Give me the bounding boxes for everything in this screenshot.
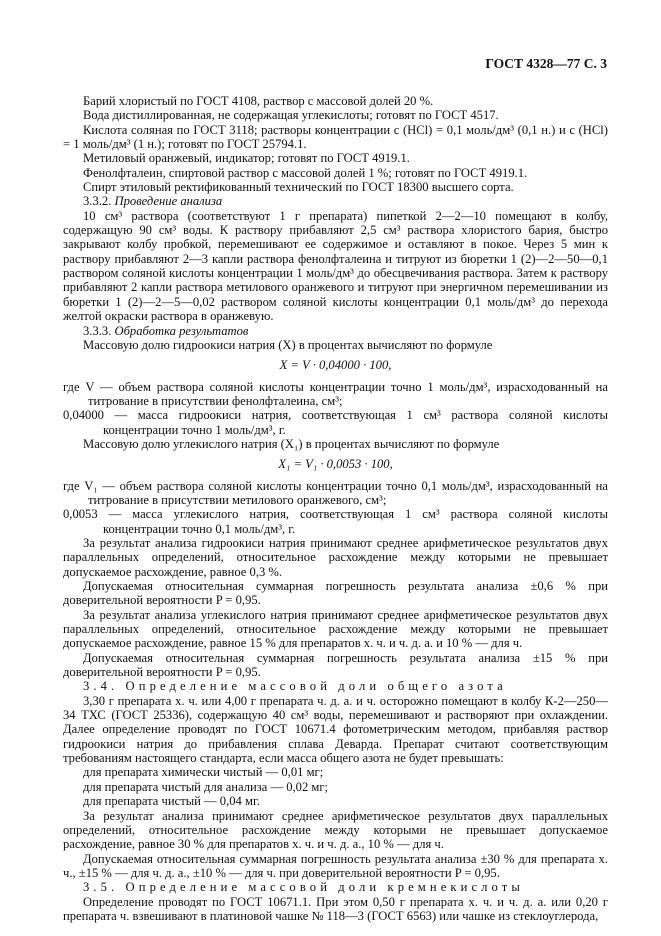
paragraph: 3,30 г препарата х. ч. или 4,00 г препарата ч. д. а. и ч. осторожно помещают в колбу К-2—250—34 ТХС (ГОСТ 25336), содержащую 40 см³ воды, перемешивают и растворяют при охлаждении. Далее определение проводят по ГОСТ 10671.4 фотометрическим методом, прибавляя раствор гидроокиси натрия до прибавления сплава Деварда. Препарат считают соответствующим требованиям настоящего стандарта, если масса общего азота не будет превышать:	[63, 693, 608, 766]
section-heading-3-5: 3.5. Определение массовой доли кремнекислоты	[83, 880, 524, 895]
paragraph: За результат анализа углекислого натрия принимают среднее арифметическое результатов двух параллельных определений, относительное расхождение между которыми не превышает допускаемое расхождение, равное 15 % для препаратов х. ч. и ч. д. а. и 10 % — для ч.	[63, 607, 608, 651]
paragraph: Массовую долю гидроокиси натрия (X) в процентах вычисляют по формуле	[83, 337, 493, 352]
paragraph: Барий хлористый по ГОСТ 4108, раствор с массовой долей 20 %.	[83, 94, 434, 108]
paragraph: Кислота соляная по ГОСТ 3118; растворы концентрации c (HCl) = 0,1 моль/дм³ (0,1 н.) и c (HCl) = 1 моль/дм³ (1 н.); готовят по ГОСТ 25794.1.	[63, 122, 608, 152]
paragraph: Допускаемая относительная суммарная погрешность результата анализа ±0,6 % при доверительной вероятности P = 0,95.	[63, 579, 608, 608]
paragraph: 10 см³ раствора (соответствуют 1 г препарата) пипеткой 2—2—10 помещают в колбу, содержащую 90 см³ воды. К раствору прибавляют 2,5 см³ раствора хлористого бария, быстро закрывают колбу пробкой, перемешивают ее содержимое и оставляют в покое. Через 5 мин к раствору прибавляют 2—3 капли раствора фенолфталеина и титруют из бюретки 1 (2)—2—50—0,1 раствором соляной кислоты концентрации 1 моль/дм³ до обесцвечивания раствора. Затем к раствору прибавляют 2 капли раствора метилового оранжевого и титруют при энергичном перемешивании из бюретки 1 (2)—2—5—0,02 раствором соляной кислоты концентрации 0,1 моль/дм³ до перехода желтой окраски раствора в оранжевую.	[63, 208, 608, 324]
definition: 0,04000 — масса гидроокиси натрия, соответствующая 1 см³ раствора соляной кислоты концентрации точно 1 моль/дм³, г.	[63, 408, 608, 437]
section-heading-3-3-2	[63, 194, 608, 208]
paragraph: Массовую долю углекислого натрия (X₁) в процентах вычисляют по формуле	[83, 436, 500, 451]
paragraph: Допускаемая относительная суммарная погрешность результата анализа ±30 % для препарата х. ч., ±15 % — для ч. д. а., ±10 % — для ч. при доверительной вероятности P = 0,95.	[63, 851, 608, 880]
paragraph: За результат анализа принимают среднее арифметическое результатов двух параллельных определений, относительное расхождение между которыми не превышает допускаемое расхождение, равное 30 % для препаратов х. ч. и ч. д. а., 10 % — для ч.	[63, 808, 608, 852]
paragraph: Метиловый оранжевый, индикатор; готовят по ГОСТ 4919.1.	[83, 151, 410, 166]
paragraph: Определение проводят по ГОСТ 10671.1. При этом 0,50 г препарата х. ч. и ч. д. а. или 0,20 г препарата ч. взвешивают в платиновой чашке № 118—3 (ГОСТ 6563) или чашке из стеклоуглерода,	[63, 894, 608, 923]
definition: 0,0053 — масса углекислого натрия, соответствующая 1 см³ раствора соляной кислоты концентрации точно 0,1 моль/дм³, г.	[63, 507, 608, 536]
page-header: ГОСТ 4328—77 С. 3	[485, 56, 607, 71]
definition: где V₁ — объем раствора соляной кислоты концентрации точно 0,1 моль/дм³, израсходованный на титрование в присутствии метилового оранжевого, см³;	[63, 478, 608, 507]
definition: где V — объем раствора соляной кислоты концентрации точно 1 моль/дм³, израсходованный на титрование в присутствии фенолфталеина, см³;	[63, 379, 608, 408]
section-title: Обработка результатов	[114, 323, 249, 338]
formula: X = V · 0,04000 · 100,	[279, 358, 392, 373]
paragraph: Спирт этиловый ректификованный технический по ГОСТ 18300 высшего сорта.	[83, 180, 514, 195]
list-item: для препарата чистый для анализа — 0,02 мг;	[83, 779, 329, 794]
list-item: для препарата чистый — 0,04 мг.	[83, 794, 260, 809]
formula: X₁ = V₁ · 0,0053 · 100,	[278, 457, 393, 472]
paragraph: За результат анализа гидроокиси натрия принимают среднее арифметическое результатов двух параллельных определений, относительное расхождение между которыми не превышает допускаемое расхождение, равное 0,3 %.	[63, 535, 608, 579]
section-number: 3.3.2.	[83, 194, 112, 209]
section-title: Проведение анализа	[114, 194, 223, 209]
section-number: 3.3.3.	[83, 323, 112, 338]
list-item: для препарата химически чистый — 0,01 мг;	[83, 765, 324, 780]
document-body	[63, 94, 608, 923]
paragraph: Допускаемая относительная суммарная погрешность результата анализа ±15 % при доверительной вероятности P = 0,95.	[63, 650, 608, 680]
section-heading-3-4: 3.4. Определение массовой доли общего азота	[83, 679, 507, 694]
section-heading-3-3-3	[63, 324, 608, 338]
paragraph: Фенолфталеин, спиртовой раствор с массовой долей 1 %; готовят по ГОСТ 4919.1.	[83, 165, 528, 180]
paragraph: Вода дистиллированная, не содержащая углекислоты; готовят по ГОСТ 4517.	[83, 108, 499, 123]
